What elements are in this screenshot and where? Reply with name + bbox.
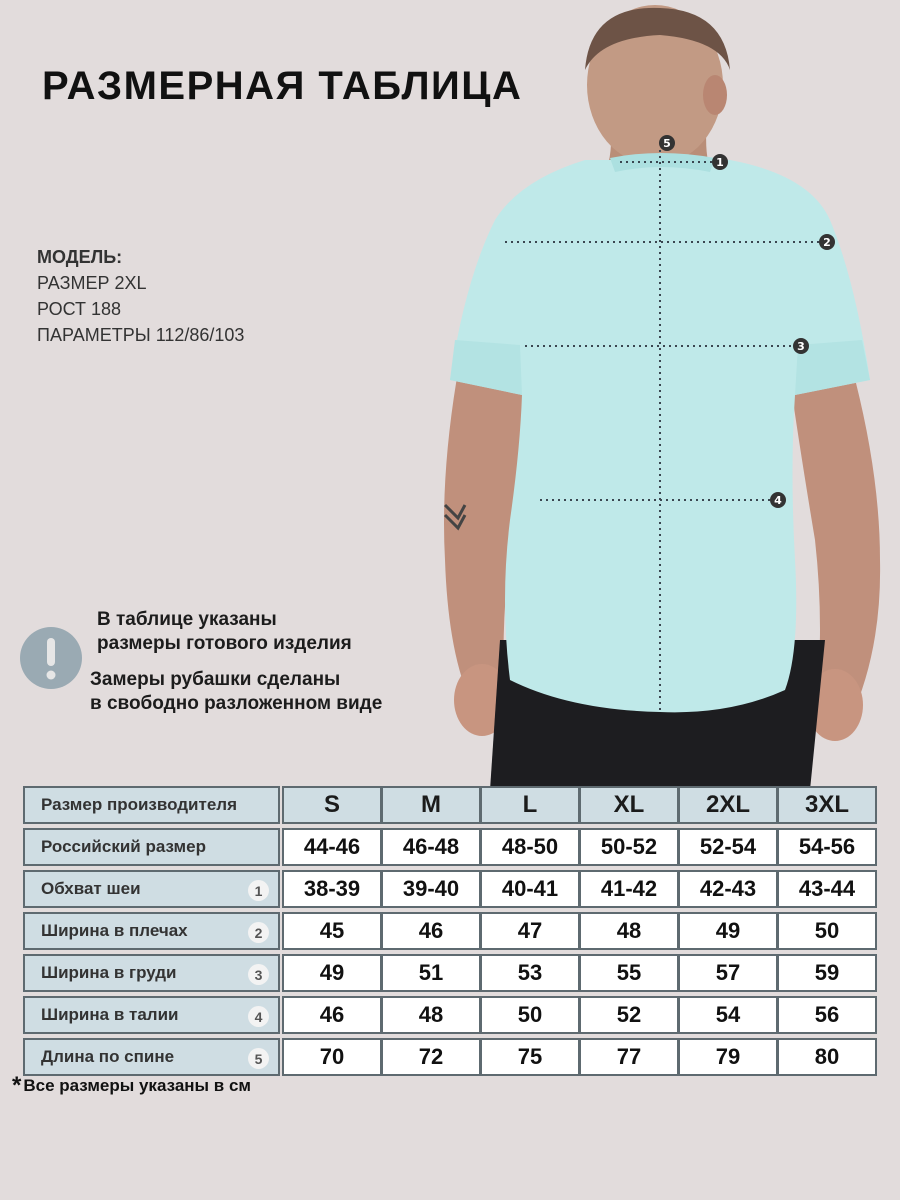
table-cell: 57 — [678, 954, 778, 992]
table-cell: 46-48 — [381, 828, 481, 866]
table-row — [23, 996, 879, 1034]
table-cell: 42-43 — [678, 870, 778, 908]
table-cell: 48 — [381, 996, 481, 1034]
table-cell: 79 — [678, 1038, 778, 1076]
page-title: РАЗМЕРНАЯ ТАБЛИЦА — [42, 64, 523, 108]
table-cell: 56 — [777, 996, 877, 1034]
table-cell: 48-50 — [480, 828, 580, 866]
row-label — [23, 954, 280, 992]
table-cell: 43-44 — [777, 870, 877, 908]
row-label — [23, 828, 280, 866]
model-params: ПАРАМЕТРЫ 112/86/103 — [37, 325, 245, 345]
model-size: РАЗМЕР 2XL — [37, 273, 147, 293]
measurement-number-badge: 2 — [248, 922, 269, 943]
row-label-text: Обхват шеи — [41, 879, 141, 898]
table-row — [23, 954, 879, 992]
table-cell: 41-42 — [579, 870, 679, 908]
table-cell: 77 — [579, 1038, 679, 1076]
row-label-text: Ширина в плечах — [41, 921, 188, 940]
table-cell: 48 — [579, 912, 679, 950]
table-cell: 39-40 — [381, 870, 481, 908]
table-cell: 46 — [381, 912, 481, 950]
size-L: L — [480, 786, 580, 824]
marker-2: 2 — [823, 236, 831, 249]
table-row — [23, 828, 879, 866]
row-label — [23, 912, 280, 950]
table-cell: 52 — [579, 996, 679, 1034]
row-label-text: Ширина в груди — [41, 963, 177, 982]
row-label — [23, 870, 280, 908]
table-cell: 40-41 — [480, 870, 580, 908]
table-cell: 50 — [777, 912, 877, 950]
size-M: M — [381, 786, 481, 824]
marker-1: 1 — [716, 156, 724, 169]
row-label-text: Длина по спине — [41, 1047, 175, 1066]
table-cell: 50-52 — [579, 828, 679, 866]
measurement-number-badge: 1 — [248, 880, 269, 901]
table-row — [23, 1038, 879, 1076]
table-cell: 75 — [480, 1038, 580, 1076]
table-cell: 50 — [480, 996, 580, 1034]
table-cell: 44-46 — [282, 828, 382, 866]
measurement-number-badge: 3 — [248, 964, 269, 985]
table-row — [23, 870, 879, 908]
table-cell: 46 — [282, 996, 382, 1034]
size-2XL: 2XL — [678, 786, 778, 824]
header-label: Размер производителя — [23, 786, 280, 824]
row-label-text: Российский размер — [41, 837, 206, 856]
asterisk: * — [12, 1072, 22, 1099]
table-cell: 49 — [678, 912, 778, 950]
model-photo-illustration — [430, 0, 900, 790]
row-label — [23, 1038, 280, 1076]
marker-3: 3 — [797, 340, 805, 353]
model-info — [37, 244, 244, 348]
marker-5: 5 — [663, 137, 671, 150]
size-3XL: 3XL — [777, 786, 877, 824]
exclamation-icon — [20, 627, 82, 689]
table-cell: 49 — [282, 954, 382, 992]
row-label — [23, 996, 280, 1034]
measurement-number-badge: 5 — [248, 1048, 269, 1069]
table-row — [23, 912, 879, 950]
table-cell: 45 — [282, 912, 382, 950]
size-XL: XL — [579, 786, 679, 824]
table-header-row — [23, 786, 879, 824]
footnote-text: Все размеры указаны в см — [23, 1076, 252, 1095]
table-cell: 72 — [381, 1038, 481, 1076]
table-cell: 55 — [579, 954, 679, 992]
size-S: S — [282, 786, 382, 824]
model-heading: МОДЕЛЬ: — [37, 247, 123, 267]
footnote — [12, 1072, 252, 1104]
table-cell: 38-39 — [282, 870, 382, 908]
measurement-number-badge: 4 — [248, 1006, 269, 1027]
table-cell: 47 — [480, 912, 580, 950]
note-measurement-method: Замеры рубашки сделаны в свободно разложенном виде — [90, 669, 383, 714]
table-cell: 54-56 — [777, 828, 877, 866]
table-cell: 52-54 — [678, 828, 778, 866]
table-cell: 70 — [282, 1038, 382, 1076]
table-cell: 54 — [678, 996, 778, 1034]
model-ear — [703, 75, 727, 115]
table-cell: 53 — [480, 954, 580, 992]
table-cell: 51 — [381, 954, 481, 992]
table-cell: 80 — [777, 1038, 877, 1076]
table-cell: 59 — [777, 954, 877, 992]
marker-4: 4 — [774, 494, 782, 507]
model-height: РОСТ 188 — [37, 299, 122, 319]
row-label-text: Ширина в талии — [41, 1005, 179, 1024]
note-finished-sizes: В таблице указаны размеры готового изделия — [97, 609, 352, 654]
